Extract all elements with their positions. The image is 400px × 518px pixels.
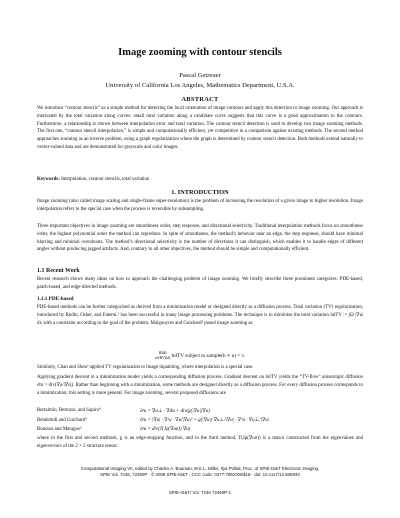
equation-min-subscript: u∈BV(Ω) (154, 356, 171, 360)
equation-body: ‖u‖TV subject to sample(h ∗ u) = v. (171, 353, 246, 360)
keywords-label: Keywords: (37, 177, 60, 182)
pde-paragraph: PDE-based methods can be further categorized as derived from a minimization model or designed directly as a diffusion process. Total variation (TV) regularization, introduced by Rudin, Osher, and Fatemi,¹ has been successful in many image processing problems. The technique is to minimize the total variation ‖u‖TV := ∫Ω |∇u| dx with a constraint according to the goal of the problem. Malgouyres and Guichard² posed image zooming as (37, 305, 363, 326)
intro-paragraph-2: Three important objectives in image zooming are smoothness order, step response, and directional selectivity. Traditional interpolation methods focus on smoothness order, the highest polynomial order the method can reproduce. In spite of smoothness, the method’s behavior near an edge, the step response, should have minimal blurring and minimal overshoots. The method’s directional selectivity is the number of directions it can distinguish, which enables it to handle edges of different angles without producing jagged artifacts. And, contrary to all other objectives, the method should be simple and computationally efficient. (37, 224, 363, 253)
zooming-equation (0, 351, 400, 361)
subsubsection-heading-pde: 1.1.1 PDE-based (37, 296, 74, 302)
subsection-heading-recent-work: 1.1 Recent Work (37, 268, 80, 274)
abstract-heading: ABSTRACT (181, 96, 219, 103)
paragraph-chan-shen: Similarly, Chan and Shen³ applied TV regularization to image inpainting, where interpolation is a special case. (37, 365, 254, 370)
equation-min-op: min (158, 350, 167, 356)
diffusion-equation-row (37, 425, 363, 434)
intro-paragraph-1: Image zooming (also called image scaling and single-frame super-resolution) is the problem of increasing the resolution of a given image to higher resolution. Image interpolation refers to the special case when the process is reversible by subsampling. (37, 199, 363, 212)
equation-formula: ∂tu = div(T(Jρ(∇uσ)) ∇u) (140, 427, 191, 433)
equation-formula: ∂tu = ∇u⊥ · ∇Δu + div(g(|∇u|)∇u) (140, 408, 210, 414)
author-name: Pascal Getreuer (179, 72, 221, 79)
diffusion-equation-row (37, 406, 363, 415)
page-number: SPIE-IS&T/ Vol. 7246 72460P-1 (168, 490, 232, 495)
equation-min (155, 351, 170, 361)
publication-footer (0, 466, 400, 477)
recent-work-paragraph: Recent research shows many ideas on how to approach the challenging problem of image zooming. We briefly describe three prominent categories: PDE-based, patch-based, and edge-directed methods. (37, 277, 363, 290)
footer-line-1: Computational Imaging VII, edited by Charles A. Bouman, Eric L. Miller, Ilya Pollak, Proc. of SPIE-IS&T Electronic Imaging, (80, 466, 320, 471)
paper-title: Image zooming with contour stencils (118, 47, 282, 58)
paragraph-edge-stopping: where in the first and second methods, g is an edge-stopping function, and in the third method, T(Jρ(∇uσ)) is a tensor constructed from the eigenvalues and eigenvectors of the 2 × 2 structure tensor. (37, 436, 363, 449)
abstract-text: We introduce “contour stencils” as a simple method for detecting the local orientation of image contours and apply this detection to image zooming. Our approach is motivated by the total variation along curves: small total variation along a candidate curve suggests that this curve is a good approximation to the contours. Furthermore, a relationship is shown between interpolation error and total variation. The contour stencil detection is used to develop two image zooming methods. The first one, “contour stencil interpolation,” is simple and computationally efficient, yet competitive in a comparison against existing methods. The second method approaches zooming as an inverse problem, using a graph regularization where the graph is determined by contour stencil detection. Both methods extend naturally to vector-valued data and are demonstrated for grayscale and color images. (37, 106, 363, 150)
equation-label: Roussos and Maragos⁶ (37, 426, 82, 432)
section-heading-introduction: 1. INTRODUCTION (171, 189, 229, 196)
diffusion-equation-row (37, 415, 363, 424)
equation-label: Belahmidi and Guichard⁵ (37, 417, 87, 423)
paragraph-gradient-descent: Applying gradient descent to a minimization model yields a corresponding diffusion process. Gradient descent on ‖u‖TV yields the “TV-flow” anisotropic diffusion ∂tu = div(∇u/|∇u|). Rather than beginning with a minimization, some methods are designed directly as a diffusion process. For every diffusion process corresponds to a minimization; this setting is more general. For image zooming, several proposed diffusions are (37, 375, 363, 396)
equation-formula: ∂tu = |∇u| · ∇²u · ∇u/|∇u|² + g(|∇u|) ∇u⊥/|∇u| · ∇²u · ∇u⊥/|∇u| (140, 418, 270, 424)
author-affiliation: University of California Los Angeles, Mathematics Department, U.S.A. (105, 82, 295, 89)
keywords (37, 176, 363, 184)
diffusion-equations (37, 406, 363, 434)
equation-label: Bertalmio, Bertozzi, and Sapiro⁴ (37, 408, 101, 414)
footer-line-2: SPIE Vol. 7246, 72460P · © 2009 SPIE-IS&T · CCC code: 0277-786X/09/$18 · doi: 10.1117/12.805934 (100, 471, 300, 477)
keywords-text: Interpolation, contour stencils, total variation (61, 177, 150, 182)
